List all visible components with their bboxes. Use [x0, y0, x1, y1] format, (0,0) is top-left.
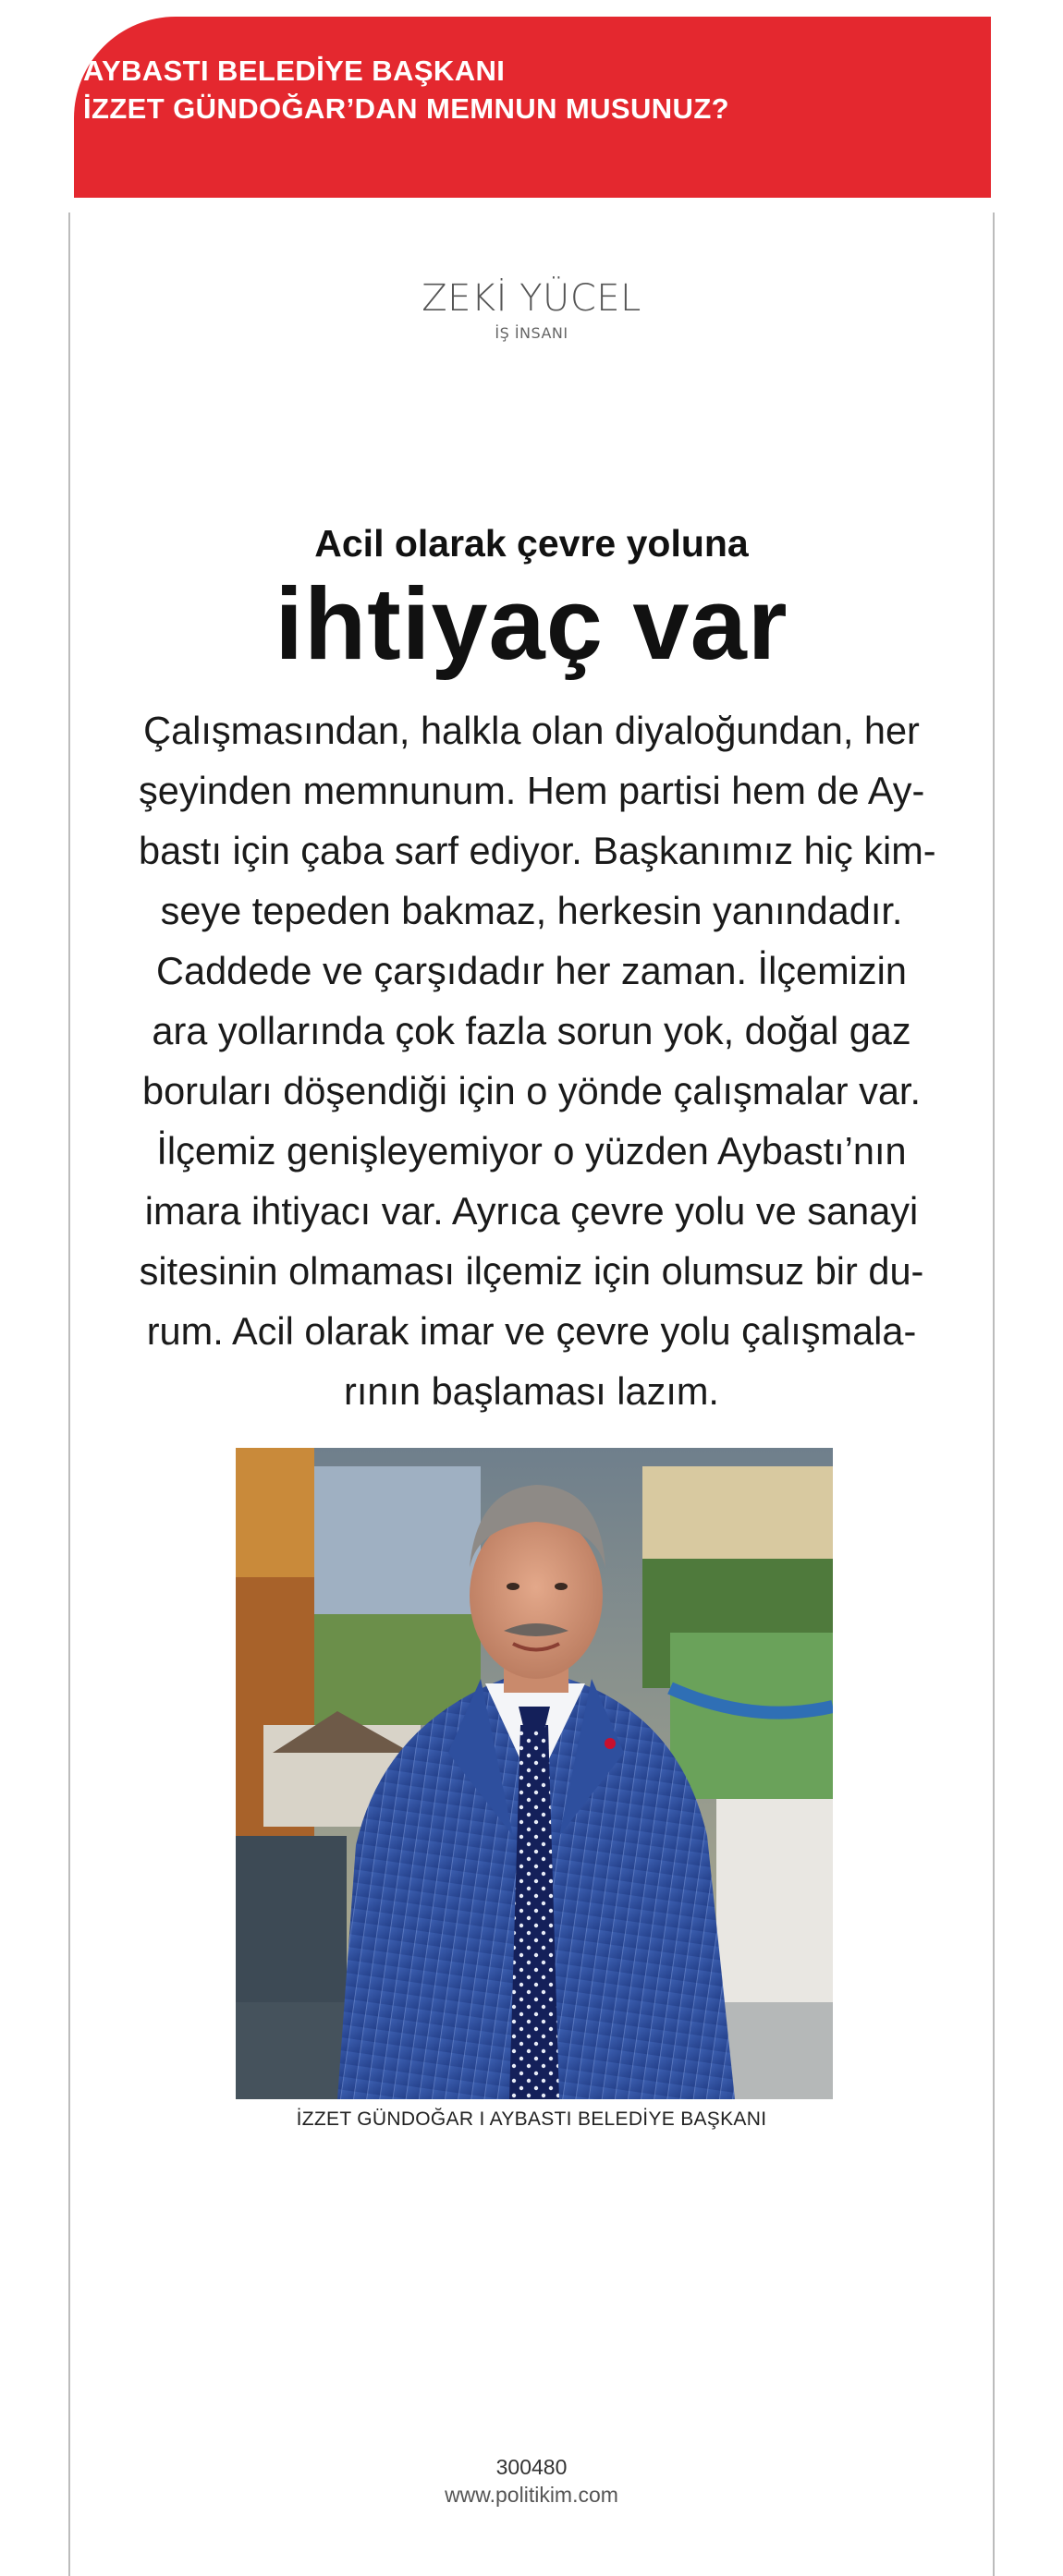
author-name: ZEKİ YÜCEL	[422, 277, 641, 320]
body-line: sitesinin olmaması ilçemiz için olumsuz bir du-	[139, 1249, 924, 1293]
footer-code: 300480	[495, 2455, 568, 2479]
header-title	[83, 52, 729, 128]
body-line: İlçemiz genişleyemiyor o yüzden Aybastı’nın	[156, 1129, 907, 1173]
header-title-line-1: AYBASTI BELEDİYE BAŞKANI	[83, 55, 506, 87]
headline	[0, 517, 1063, 681]
photo-caption: İZZET GÜNDOĞAR I AYBASTI BELEDİYE BAŞKANI	[296, 2108, 767, 2130]
portrait-photo	[236, 1448, 833, 2099]
headline-main-title: ihtiyaç var	[275, 567, 788, 681]
footer	[0, 2453, 1063, 2509]
article-body	[139, 700, 936, 1421]
body-line: imara ihtiyacı var. Ayrıca çevre yolu ve sanayi	[144, 1189, 919, 1233]
headline-subtitle: Acil olarak çevre yoluna	[314, 522, 749, 565]
author-title: İŞ İNSANI	[495, 324, 568, 342]
body-line: şeyinden memnunum. Hem partisi hem de Ay-	[139, 769, 925, 812]
body-line: Çalışmasından, halkla olan diyaloğundan, her	[143, 709, 920, 752]
body-line: rum. Acil olarak imar ve çevre yolu çalışmala-	[146, 1309, 917, 1353]
body-line: bastı için çaba sarf ediyor. Başkanımız hiç kim-	[139, 829, 936, 872]
body-line: seye tepeden bakmaz, herkesin yanındadır.	[160, 889, 903, 932]
body-line: rının başlaması lazım.	[344, 1369, 719, 1413]
footer-website: www.politikim.com	[445, 2483, 618, 2507]
author-block	[0, 273, 1063, 342]
body-line: Caddede ve çarşıdadır her zaman. İlçemizin	[156, 949, 907, 992]
header-title-line-2: İZZET GÜNDOĞAR’DAN MEMNUN MUSUNUZ?	[83, 92, 729, 125]
body-line: boruları döşendiği için o yönde çalışmalar var.	[142, 1069, 921, 1112]
body-line: ara yollarında çok fazla sorun yok, doğal gaz	[152, 1009, 911, 1052]
